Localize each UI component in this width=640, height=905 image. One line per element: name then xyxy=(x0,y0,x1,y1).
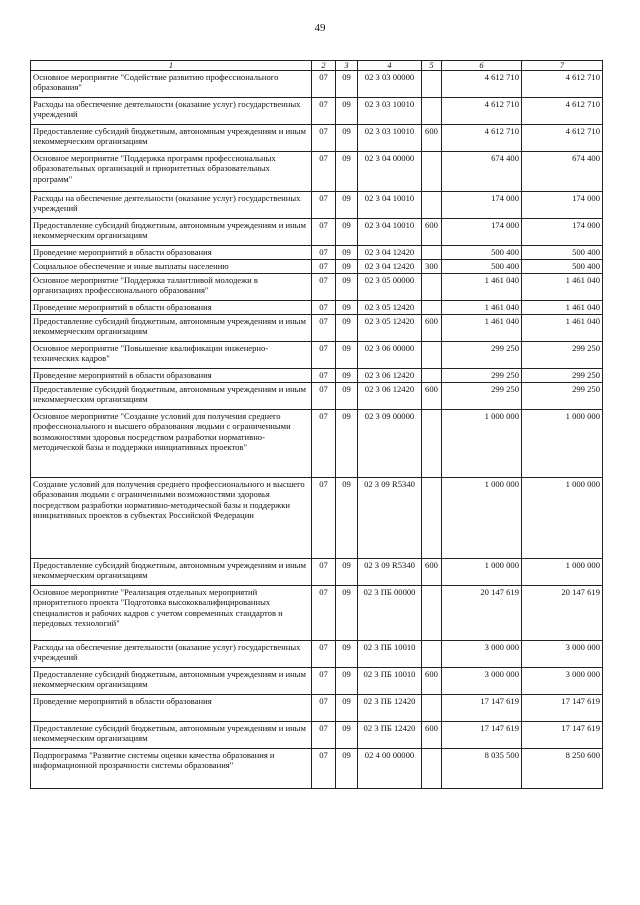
cell-amount-1: 299 250 xyxy=(442,369,522,383)
cell-name: Предоставление субсидий бюджетным, автономным учреждениям и иным некоммерческим организациям xyxy=(31,219,312,246)
table-row xyxy=(31,695,603,722)
table-row xyxy=(31,315,603,342)
table-row xyxy=(31,342,603,369)
cell-name: Создание условий для получения среднего профессионального и высшего образования людьми с ограниченными возможностями здоровья посредством разработки нормативно-методической базы и поддержки инициативных проектов в субъектах Российской Федерации xyxy=(31,478,312,559)
cell-section: 07 xyxy=(312,71,336,98)
cell-expense-type xyxy=(422,152,442,192)
cell-amount-1: 299 250 xyxy=(442,342,522,369)
cell-subsection: 09 xyxy=(336,342,358,369)
cell-expense-type xyxy=(422,98,442,125)
cell-amount-1: 1 000 000 xyxy=(442,478,522,559)
cell-expense-type: 600 xyxy=(422,383,442,410)
cell-name: Основное мероприятие "Создание условий для получения среднего профессионального и высшего образования людьми с ограниченными возможностями здоровья посредством разработки нормативно-методической базы и поддержки инициативных проектов" xyxy=(31,410,312,478)
cell-section: 07 xyxy=(312,749,336,789)
cell-expense-type xyxy=(422,274,442,301)
table-row xyxy=(31,586,603,641)
cell-expense-type xyxy=(422,192,442,219)
cell-expense-type: 600 xyxy=(422,125,442,152)
table-row xyxy=(31,246,603,260)
cell-section: 07 xyxy=(312,641,336,668)
table-body xyxy=(31,71,603,789)
cell-expense-type: 600 xyxy=(422,219,442,246)
cell-amount-2: 174 000 xyxy=(522,219,603,246)
column-header: 7 xyxy=(522,61,603,71)
cell-amount-2: 299 250 xyxy=(522,342,603,369)
cell-expense-type xyxy=(422,342,442,369)
cell-amount-2: 674 400 xyxy=(522,152,603,192)
table-row xyxy=(31,71,603,98)
cell-amount-1: 1 000 000 xyxy=(442,559,522,586)
cell-section: 07 xyxy=(312,410,336,478)
cell-amount-2: 20 147 619 xyxy=(522,586,603,641)
cell-subsection: 09 xyxy=(336,125,358,152)
cell-expense-type: 600 xyxy=(422,559,442,586)
cell-expense-type: 600 xyxy=(422,722,442,749)
cell-amount-2: 1 461 040 xyxy=(522,301,603,315)
cell-subsection: 09 xyxy=(336,246,358,260)
cell-section: 07 xyxy=(312,695,336,722)
table-row xyxy=(31,722,603,749)
cell-amount-2: 3 000 000 xyxy=(522,668,603,695)
cell-subsection: 09 xyxy=(336,301,358,315)
cell-amount-2: 1 000 000 xyxy=(522,478,603,559)
column-header: 3 xyxy=(336,61,358,71)
table-row xyxy=(31,369,603,383)
cell-expense-type xyxy=(422,749,442,789)
cell-name: Социальное обеспечение и иные выплаты населению xyxy=(31,260,312,274)
cell-amount-1: 500 400 xyxy=(442,246,522,260)
cell-section: 07 xyxy=(312,383,336,410)
cell-name: Основное мероприятие "Повышение квалификации инженерно-технических кадров" xyxy=(31,342,312,369)
cell-name: Расходы на обеспечение деятельности (оказание услуг) государственных учреждений xyxy=(31,98,312,125)
cell-amount-1: 3 000 000 xyxy=(442,641,522,668)
cell-subsection: 09 xyxy=(336,668,358,695)
cell-amount-2: 299 250 xyxy=(522,383,603,410)
table-row xyxy=(31,301,603,315)
cell-name: Основное мероприятие "Поддержка программ профессиональных образовательных организаций и приоритетных образовательных программ" xyxy=(31,152,312,192)
table-row xyxy=(31,192,603,219)
cell-subsection: 09 xyxy=(336,586,358,641)
cell-section: 07 xyxy=(312,315,336,342)
cell-name: Расходы на обеспечение деятельности (оказание услуг) государственных учреждений xyxy=(31,641,312,668)
cell-target-code: 02 3 03 00000 xyxy=(358,71,422,98)
cell-amount-1: 500 400 xyxy=(442,260,522,274)
cell-name: Расходы на обеспечение деятельности (оказание услуг) государственных учреждений xyxy=(31,192,312,219)
cell-target-code: 02 3 ПБ 10010 xyxy=(358,641,422,668)
cell-expense-type xyxy=(422,71,442,98)
cell-target-code: 02 3 05 12420 xyxy=(358,315,422,342)
cell-target-code: 02 3 09 00000 xyxy=(358,410,422,478)
header-row xyxy=(31,61,603,71)
cell-amount-2: 17 147 619 xyxy=(522,722,603,749)
cell-amount-1: 674 400 xyxy=(442,152,522,192)
cell-target-code: 02 3 ПБ 10010 xyxy=(358,668,422,695)
cell-name: Предоставление субсидий бюджетным, автономным учреждениям и иным некоммерческим организациям xyxy=(31,383,312,410)
cell-amount-2: 4 612 710 xyxy=(522,71,603,98)
cell-subsection: 09 xyxy=(336,98,358,125)
cell-name: Предоставление субсидий бюджетным, автономным учреждениям и иным некоммерческим организациям xyxy=(31,315,312,342)
cell-section: 07 xyxy=(312,478,336,559)
cell-target-code: 02 3 04 12420 xyxy=(358,260,422,274)
cell-target-code: 02 3 04 00000 xyxy=(358,152,422,192)
table-row xyxy=(31,383,603,410)
cell-target-code: 02 3 05 12420 xyxy=(358,301,422,315)
cell-amount-2: 500 400 xyxy=(522,260,603,274)
cell-target-code: 02 3 09 R5340 xyxy=(358,559,422,586)
budget-table xyxy=(30,60,603,789)
cell-amount-1: 8 035 500 xyxy=(442,749,522,789)
cell-amount-1: 17 147 619 xyxy=(442,695,522,722)
cell-target-code: 02 3 04 10010 xyxy=(358,192,422,219)
cell-name: Предоставление субсидий бюджетным, автономным учреждениям и иным некоммерческим организациям xyxy=(31,722,312,749)
cell-amount-2: 1 461 040 xyxy=(522,274,603,301)
cell-name: Проведение мероприятий в области образования xyxy=(31,695,312,722)
cell-section: 07 xyxy=(312,98,336,125)
cell-amount-2: 500 400 xyxy=(522,246,603,260)
cell-amount-1: 1 000 000 xyxy=(442,410,522,478)
cell-subsection: 09 xyxy=(336,749,358,789)
cell-section: 07 xyxy=(312,219,336,246)
cell-subsection: 09 xyxy=(336,695,358,722)
cell-amount-1: 4 612 710 xyxy=(442,98,522,125)
page-number: 49 xyxy=(314,22,326,34)
cell-amount-1: 1 461 040 xyxy=(442,274,522,301)
cell-amount-1: 299 250 xyxy=(442,383,522,410)
cell-amount-2: 1 000 000 xyxy=(522,410,603,478)
table-row xyxy=(31,260,603,274)
cell-amount-1: 20 147 619 xyxy=(442,586,522,641)
cell-expense-type xyxy=(422,301,442,315)
cell-section: 07 xyxy=(312,246,336,260)
cell-amount-2: 1 000 000 xyxy=(522,559,603,586)
cell-amount-2: 17 147 619 xyxy=(522,695,603,722)
cell-expense-type: 300 xyxy=(422,260,442,274)
cell-target-code: 02 3 09 R5340 xyxy=(358,478,422,559)
table-row xyxy=(31,410,603,478)
cell-section: 07 xyxy=(312,260,336,274)
column-header: 5 xyxy=(422,61,442,71)
cell-subsection: 09 xyxy=(336,219,358,246)
cell-section: 07 xyxy=(312,152,336,192)
cell-target-code: 02 3 05 00000 xyxy=(358,274,422,301)
cell-subsection: 09 xyxy=(336,383,358,410)
cell-section: 07 xyxy=(312,192,336,219)
cell-amount-2: 8 250 600 xyxy=(522,749,603,789)
cell-amount-1: 174 000 xyxy=(442,192,522,219)
cell-section: 07 xyxy=(312,586,336,641)
cell-target-code: 02 3 06 00000 xyxy=(358,342,422,369)
cell-target-code: 02 3 06 12420 xyxy=(358,383,422,410)
column-header: 6 xyxy=(442,61,522,71)
cell-target-code: 02 3 03 10010 xyxy=(358,125,422,152)
cell-subsection: 09 xyxy=(336,641,358,668)
table-row xyxy=(31,98,603,125)
cell-amount-1: 17 147 619 xyxy=(442,722,522,749)
cell-name: Предоставление субсидий бюджетным, автономным учреждениям и иным некоммерческим организациям xyxy=(31,559,312,586)
table-row xyxy=(31,125,603,152)
table-row xyxy=(31,219,603,246)
cell-section: 07 xyxy=(312,369,336,383)
cell-amount-2: 1 461 040 xyxy=(522,315,603,342)
table-row xyxy=(31,749,603,789)
cell-subsection: 09 xyxy=(336,71,358,98)
cell-expense-type xyxy=(422,695,442,722)
cell-subsection: 09 xyxy=(336,192,358,219)
cell-name: Основное мероприятие "Поддержка талантливой молодежи в организациях профессионального образования" xyxy=(31,274,312,301)
cell-section: 07 xyxy=(312,559,336,586)
cell-expense-type xyxy=(422,246,442,260)
cell-amount-1: 1 461 040 xyxy=(442,315,522,342)
cell-target-code: 02 4 00 00000 xyxy=(358,749,422,789)
cell-section: 07 xyxy=(312,274,336,301)
cell-name: Основное мероприятие "Содействие развитию профессионального образования" xyxy=(31,71,312,98)
table-row xyxy=(31,478,603,559)
table-row xyxy=(31,641,603,668)
cell-name: Подпрограмма "Развитие системы оценки качества образования и информационной прозрачности системы образования" xyxy=(31,749,312,789)
cell-amount-1: 3 000 000 xyxy=(442,668,522,695)
table-row xyxy=(31,274,603,301)
cell-amount-2: 3 000 000 xyxy=(522,641,603,668)
cell-section: 07 xyxy=(312,722,336,749)
cell-name: Предоставление субсидий бюджетным, автономным учреждениям и иным некоммерческим организациям xyxy=(31,125,312,152)
cell-subsection: 09 xyxy=(336,369,358,383)
cell-target-code: 02 3 06 12420 xyxy=(358,369,422,383)
cell-subsection: 09 xyxy=(336,410,358,478)
cell-subsection: 09 xyxy=(336,315,358,342)
cell-expense-type: 600 xyxy=(422,315,442,342)
cell-name: Проведение мероприятий в области образования xyxy=(31,369,312,383)
cell-expense-type: 600 xyxy=(422,668,442,695)
cell-subsection: 09 xyxy=(336,722,358,749)
cell-amount-2: 4 612 710 xyxy=(522,125,603,152)
cell-expense-type xyxy=(422,641,442,668)
cell-name: Проведение мероприятий в области образования xyxy=(31,246,312,260)
cell-section: 07 xyxy=(312,668,336,695)
cell-expense-type xyxy=(422,410,442,478)
cell-name: Проведение мероприятий в области образования xyxy=(31,301,312,315)
column-header: 4 xyxy=(358,61,422,71)
cell-amount-1: 4 612 710 xyxy=(442,71,522,98)
cell-target-code: 02 3 ПБ 12420 xyxy=(358,722,422,749)
cell-target-code: 02 3 04 10010 xyxy=(358,219,422,246)
cell-section: 07 xyxy=(312,342,336,369)
cell-amount-2: 4 612 710 xyxy=(522,98,603,125)
cell-expense-type xyxy=(422,369,442,383)
cell-subsection: 09 xyxy=(336,274,358,301)
column-header: 1 xyxy=(31,61,312,71)
column-header: 2 xyxy=(312,61,336,71)
cell-name: Предоставление субсидий бюджетным, автономным учреждениям и иным некоммерческим организациям xyxy=(31,668,312,695)
cell-name: Основное мероприятие "Реализация отдельных мероприятий приоритетного проекта "Подготовка высококвалифицированных специалистов и рабочих кадров с учетом современных стандартов и передовых технологий" xyxy=(31,586,312,641)
cell-subsection: 09 xyxy=(336,152,358,192)
cell-section: 07 xyxy=(312,125,336,152)
cell-amount-1: 174 000 xyxy=(442,219,522,246)
cell-subsection: 09 xyxy=(336,478,358,559)
cell-target-code: 02 3 03 10010 xyxy=(358,98,422,125)
cell-subsection: 09 xyxy=(336,559,358,586)
cell-expense-type xyxy=(422,478,442,559)
table-row xyxy=(31,559,603,586)
table-row xyxy=(31,152,603,192)
table-row xyxy=(31,668,603,695)
cell-target-code: 02 3 ПБ 12420 xyxy=(358,695,422,722)
cell-section: 07 xyxy=(312,301,336,315)
cell-expense-type xyxy=(422,586,442,641)
cell-target-code: 02 3 ПБ 00000 xyxy=(358,586,422,641)
cell-amount-2: 174 000 xyxy=(522,192,603,219)
cell-target-code: 02 3 04 12420 xyxy=(358,246,422,260)
cell-amount-1: 4 612 710 xyxy=(442,125,522,152)
cell-amount-1: 1 461 040 xyxy=(442,301,522,315)
cell-amount-2: 299 250 xyxy=(522,369,603,383)
cell-subsection: 09 xyxy=(336,260,358,274)
